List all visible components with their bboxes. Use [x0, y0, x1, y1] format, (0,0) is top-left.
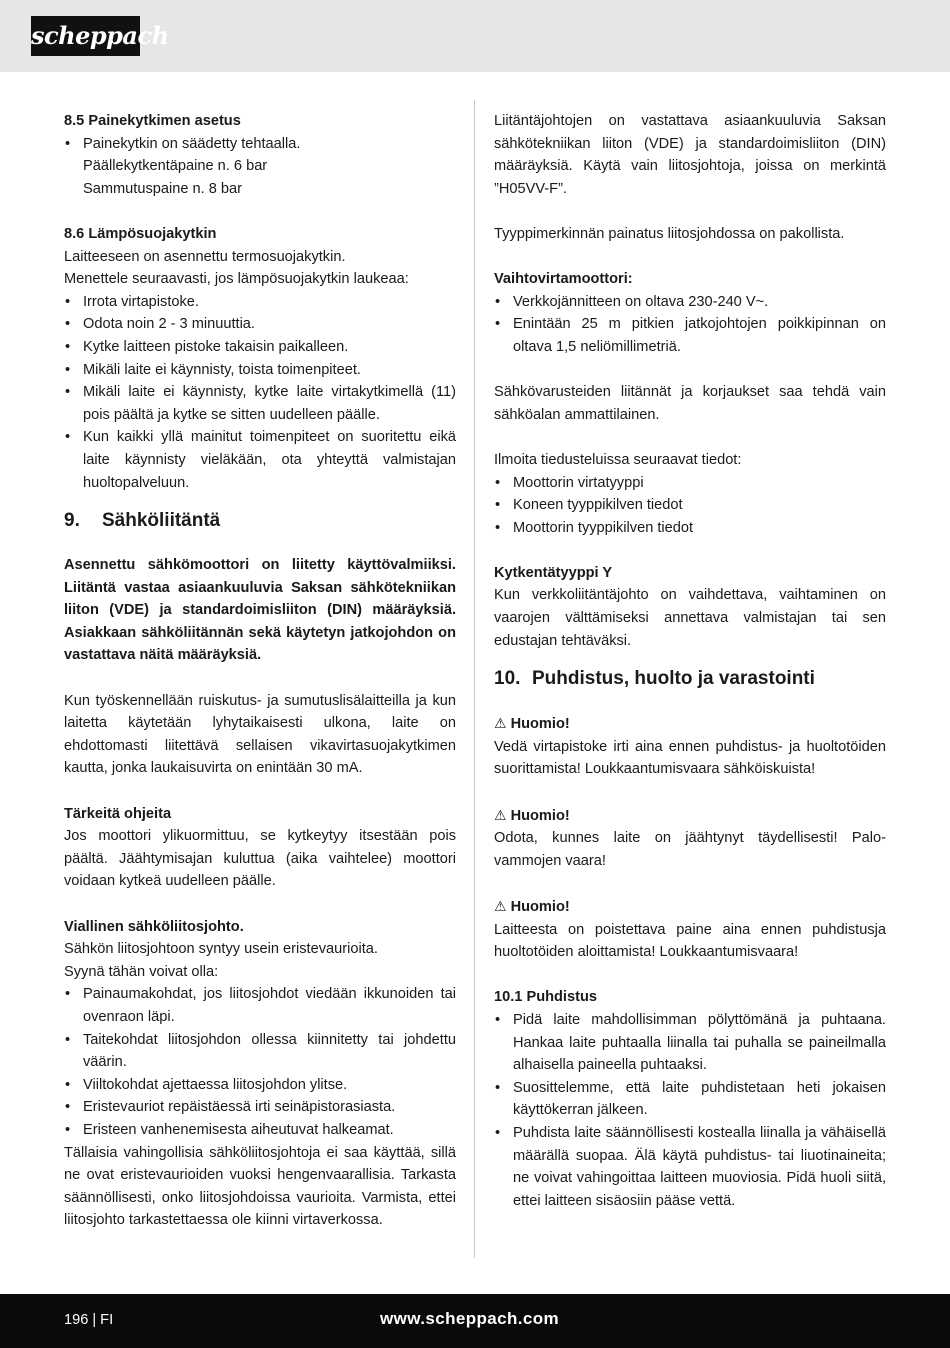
important-title: Tärkeitä ohjeita — [64, 805, 172, 822]
section-8-6-title: 8.6 Lämpösuojakytkin — [64, 225, 217, 242]
list-item: • Taitekohdat liitosjohdon ollessa kiinnitetty tai johdettu väärin. — [64, 1029, 456, 1074]
footer — [0, 1294, 950, 1348]
warning-label: Huomio! — [510, 716, 570, 733]
paragraph: Kun verkkoliitäntäjohto on vaihdettava, vaihtaminen on vaarojen välttämiseksi annettava valmistajan tai sen edustajan tehtäväksi. — [494, 587, 886, 649]
ac-motor-list — [494, 291, 886, 359]
warning-triangle-icon: ⚠ — [494, 898, 507, 914]
list-item: • Koneen tyyppikilven tiedot — [494, 494, 886, 517]
list-item: • Kytke laitteen pistoke takaisin paikalleen. — [64, 336, 456, 359]
paragraph: Menettele seuraavasti, jos lämpösuojakytkin laukeaa: — [64, 271, 409, 288]
ac-motor-title: Vaihtovirtamoottori: — [494, 271, 633, 288]
cleaning-list — [494, 1009, 886, 1212]
scheppach-logo: scheppach — [31, 16, 140, 56]
list-item: Sammutuspaine n. 8 bar — [83, 180, 242, 197]
warning-triangle-icon: ⚠ — [494, 806, 507, 823]
left-column — [64, 110, 456, 1232]
list-item: • Painekytkin on säädetty tehtaalla. — [64, 133, 456, 156]
separator: | — [92, 1312, 97, 1328]
warning-heading — [494, 712, 886, 736]
list-item: • Moottorin tyyppikilven tiedot — [494, 517, 886, 540]
list-item: • Pidä laite mahdollisimman pölyttömänä ja puhtaana. Hankaa laite puhtaalla liinalla tai puhalla se paineilmalla alhaisella paineella puhtaaksi. — [494, 1009, 886, 1077]
paragraph: Liitäntäjohtojen on vastattava asiaankuuluvia Saksan sähkötekniikan liiton (VDE) ja standardoimisliiton (DIN) määräyksiä. Käytä vain liitosjohtoja, joissa on merkintä ”H05VV-F”. — [494, 113, 886, 197]
section-8-5-title: 8.5 Painekytkimen asetus — [64, 113, 241, 129]
list-item: • Verkkojännitteen on oltava 230-240 V~. — [494, 291, 886, 314]
section-title: Sähköliitäntä — [102, 510, 221, 532]
connection-type-title: Kytkentätyyppi Y — [494, 564, 613, 581]
list-item: • Puhdista laite säännöllisesti kostealla liinalla ja vähäisellä määrällä suopaa. Älä käytä puhdistus- tai liuotinaineita; ne voivat vahingoittaa laitteen muoviosia. Pidä huoli siitä, ettei laitteen sisäosiin pääse vettä. — [494, 1122, 886, 1212]
paragraph: Odota, kunnes laite on jäähtynyt täydellisesti! Palovammojen vaara! — [494, 830, 886, 869]
list-item: • Painaumakohdat, jos liitosjohdot viedään ikkunoiden tai ovenraon läpi. — [64, 983, 456, 1028]
list-item: • Odota noin 2 - 3 minuuttia. — [64, 313, 456, 336]
list-item: Päällekytkentäpaine n. 6 bar — [83, 158, 268, 175]
header-band — [0, 0, 950, 72]
faulty-cable-list — [64, 983, 456, 1141]
section-8-6-list — [64, 291, 456, 494]
paragraph: Tyyppimerkinnän painatus liitosjohdossa on pakollista. — [494, 225, 845, 242]
inquiry-list — [494, 472, 886, 540]
warning-label: Huomio! — [510, 899, 570, 915]
list-item: • Eristeen vanhenemisesta aiheutuvat halkeamat. — [64, 1119, 456, 1142]
list-item: • Suosittelemme, että laite puhdistetaan heti jokaisen käyttökerran jälkeen. — [494, 1077, 886, 1122]
list-item: • Kun kaikki yllä mainitut toimenpiteet on suoritettu eikä laite käynnisty vieläkään, ota yhteyttä valmistajan huoltopalveluun. — [64, 426, 456, 494]
list-item: • Enintään 25 m pitkien jatkojohtojen poikkipinnan on oltava 1,5 neliömillimetriä. — [494, 313, 886, 358]
section-8-5-values — [64, 155, 456, 200]
section-number: 9. — [64, 510, 80, 532]
paragraph: Tällaisia vahingollisia sähköliitosjohtoja ei saa käyttää, sillä ne ovat eristevaurioiden vuoksi hengenvaarallisia. Tarkasta säännöllisesti, onko liitosjohdoissa vaurioita. Varmista, ettei liitosjohto tarkastettaessa ole kiinni virtaverkossa. — [64, 1144, 456, 1229]
list-item: • Viiltokohdat ajettaessa liitosjohdon ylitse. — [64, 1074, 456, 1097]
warning-heading — [494, 804, 886, 828]
list-item: • Irrota virtapistoke. — [64, 291, 456, 314]
paragraph: Laitteeseen on asennettu termosuojakytkin. — [64, 248, 346, 265]
list-item: • Moottorin virtatyyppi — [494, 472, 886, 495]
warning-triangle-icon: ⚠ — [494, 715, 507, 732]
faulty-cable-title: Viallinen sähköliitosjohto. — [64, 918, 244, 935]
warning-heading — [494, 895, 886, 919]
warning-label: Huomio! — [510, 807, 570, 824]
paragraph: Kun työskennellään ruiskutus- ja sumutuslisälaitteilla ja kun laitetta käytetään lyhytaikaisesti ulkona, laite on ehdottomasti liitettävä sellaisen vikavirtasuojakytkimen kautta, jonka laukaisuvirta on enintään 30 mA. — [64, 692, 456, 777]
list-item: • Eristevauriot repäistäessä irti seinäpistorasiasta. — [64, 1096, 456, 1119]
page-number: 196 — [64, 1312, 89, 1328]
language-code: FI — [100, 1312, 114, 1328]
paragraph: Ilmoita tiedusteluissa seuraavat tiedot: — [494, 451, 742, 468]
page-indicator — [64, 1309, 113, 1331]
paragraph: Sähkön liitosjohtoon syntyy usein eristevaurioita. — [64, 941, 378, 958]
paragraph: Vedä virtapistoke irti aina ennen puhdistus- ja huoltotöiden suorittamista! Loukkaantumisvaara sähköiskuista! — [494, 738, 886, 778]
right-column — [494, 110, 886, 1212]
paragraph: Laitteesta on poistettava paine aina ennen puhdistusja huoltotöiden aloittamista! Loukkaantumisvaara! — [494, 921, 886, 961]
paragraph: Sähkövarusteiden liitännät ja korjaukset saa tehdä vain sähköalan ammattilainen. — [494, 384, 886, 423]
list-item: • Mikäli laite ei käynnisty, toista toimenpiteet. — [64, 359, 456, 382]
column-divider — [474, 100, 475, 1258]
section-title: Puhdistus, huolto ja varastointi — [532, 668, 815, 690]
paragraph: Jos moottori ylikuormittuu, se kytkeytyy itsestään pois päältä. Jäähtymisajan kuluttua (aika vaihtelee) moottori voidaan kytkeä uudelleen päälle. — [64, 828, 456, 890]
paragraph-bold: Asennettu sähkömoottori on liitetty käyttövalmiiksi. Liitäntä vastaa asiaankuuluvia Saksan sähkötekniikan liiton (VDE) ja standardoimisliiton (DIN) määräyksiä. Asiakkaan sähköliitännän sekä käytetyn jatkojohdon on vastattava näitä määräyksiä. — [64, 557, 456, 664]
paragraph: Syynä tähän voivat olla: — [64, 963, 219, 980]
section-10-1-title: 10.1 Puhdistus — [494, 989, 597, 1006]
section-10-heading — [494, 665, 886, 693]
list-item: • Mikäli laite ei käynnisty, kytke laite virtakytkimellä (11) pois päältä ja kytke se sitten uudelleen päälle. — [64, 381, 456, 426]
section-number: 10. — [494, 668, 521, 690]
website-link[interactable]: www.scheppach.com — [380, 1309, 560, 1328]
section-8-5-list — [64, 133, 456, 156]
section-9-heading — [64, 507, 456, 535]
